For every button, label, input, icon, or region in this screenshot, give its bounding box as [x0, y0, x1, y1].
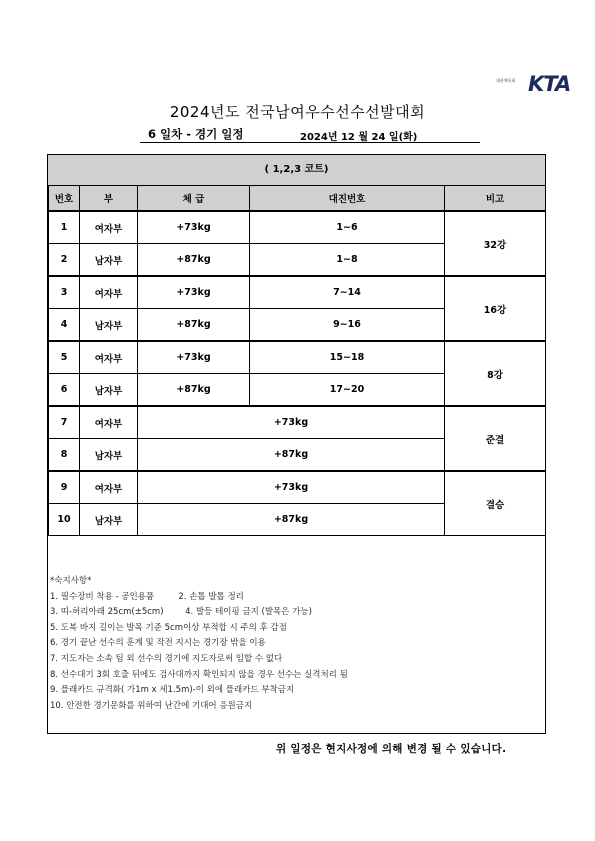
row-division: 여자부 — [80, 471, 138, 504]
row-bracket: 1~6 — [250, 211, 445, 244]
page-title: 2024년도 전국남여우수선수선발대회 — [169, 103, 426, 121]
row-no: 9 — [49, 471, 80, 504]
row-no: 5 — [49, 341, 80, 374]
table-row — [49, 341, 546, 374]
row-weight: +87kg — [138, 504, 445, 536]
row-no: 7 — [49, 406, 80, 439]
table-row — [49, 471, 546, 504]
col-header: 부 — [80, 186, 138, 212]
row-weight: +87kg — [138, 374, 250, 407]
court-label: ( 1,2,3 코트) — [48, 155, 545, 186]
row-remark: 16강 — [445, 276, 546, 341]
table-row — [49, 211, 546, 244]
notes-section — [50, 574, 348, 714]
note-item: 1. 필수장비 착용 - 공인용품 2. 손톱 발톱 정리 — [50, 591, 244, 602]
row-division: 여자부 — [80, 406, 138, 439]
date-label: 2024년 12 월 24 일(화) — [300, 132, 418, 143]
row-bracket: 1~8 — [250, 244, 445, 277]
note-item: 5. 도복 바지 길이는 발목 기준 5cm이상 부적합 시 주의 후 감점 — [50, 622, 287, 633]
col-header: 체 급 — [138, 186, 250, 212]
row-remark: 8강 — [445, 341, 546, 406]
row-weight: +73kg — [138, 471, 445, 504]
row-weight: +87kg — [138, 439, 445, 472]
row-weight: +73kg — [138, 211, 250, 244]
row-division: 남자부 — [80, 439, 138, 472]
kta-logo — [496, 72, 572, 98]
row-weight: +73kg — [138, 276, 250, 309]
row-division: 남자부 — [80, 244, 138, 277]
row-remark: 준결 — [445, 406, 546, 471]
note-item: 10. 안전한 경기문화를 위하여 난간에 기대어 응원금지 — [50, 700, 253, 711]
note-item: 6. 경기 끝난 선수의 훈계 및 작전 지시는 경기장 밖을 이용 — [50, 638, 266, 649]
row-no: 10 — [49, 504, 80, 536]
row-bracket: 17~20 — [250, 374, 445, 407]
row-division: 남자부 — [80, 309, 138, 342]
col-header: 번호 — [49, 186, 80, 212]
col-header: 비고 — [445, 186, 546, 212]
note-item: 9. 플래카드 규격화( 가1m x 세1.5m)-이 외에 플래카드 부착금지 — [50, 685, 295, 696]
row-division: 여자부 — [80, 211, 138, 244]
row-no: 2 — [49, 244, 80, 277]
row-remark: 결승 — [445, 471, 546, 536]
row-bracket: 15~18 — [250, 341, 445, 374]
table-row — [49, 276, 546, 309]
row-no: 8 — [49, 439, 80, 472]
logo-mark: KTA — [528, 72, 571, 96]
note-item: 8. 선수대기 3회 호출 뒤에도 검사대까지 확인되지 않을 경우 선수는 실격처리 됨 — [50, 669, 348, 680]
day-label: 6 일차 - 경기 일정 — [148, 127, 244, 141]
row-weight: +73kg — [138, 341, 250, 374]
row-division: 여자부 — [80, 341, 138, 374]
row-no: 1 — [49, 211, 80, 244]
footer-notice: 위 일정은 현지사정에 의해 변경 될 수 있습니다. — [276, 743, 507, 755]
row-bracket: 9~16 — [250, 309, 445, 342]
notes-heading: *숙지사항* — [50, 576, 92, 586]
subtitle — [140, 124, 480, 143]
note-item: 3. 띠-허리아래 25cm(±5cm) 4. 발등 테이핑 금지 (발목은 가능) — [50, 607, 312, 618]
row-division: 남자부 — [80, 374, 138, 407]
row-no: 6 — [49, 374, 80, 407]
row-no: 3 — [49, 276, 80, 309]
org-name: 대한체육회 — [496, 78, 516, 83]
table-header-row — [49, 186, 546, 212]
table-row — [49, 406, 546, 439]
row-weight: +73kg — [138, 406, 445, 439]
row-remark: 32강 — [445, 211, 546, 276]
row-bracket: 7~14 — [250, 276, 445, 309]
row-weight: +87kg — [138, 244, 250, 277]
row-no: 4 — [49, 309, 80, 342]
row-division: 여자부 — [80, 276, 138, 309]
row-weight: +87kg — [138, 309, 250, 342]
col-header: 대진번호 — [250, 186, 445, 212]
row-division: 남자부 — [80, 504, 138, 536]
note-item: 7. 지도자는 소속 팀 외 선수의 경기에 지도자로써 임할 수 없다 — [50, 653, 283, 664]
schedule-table — [48, 185, 546, 536]
